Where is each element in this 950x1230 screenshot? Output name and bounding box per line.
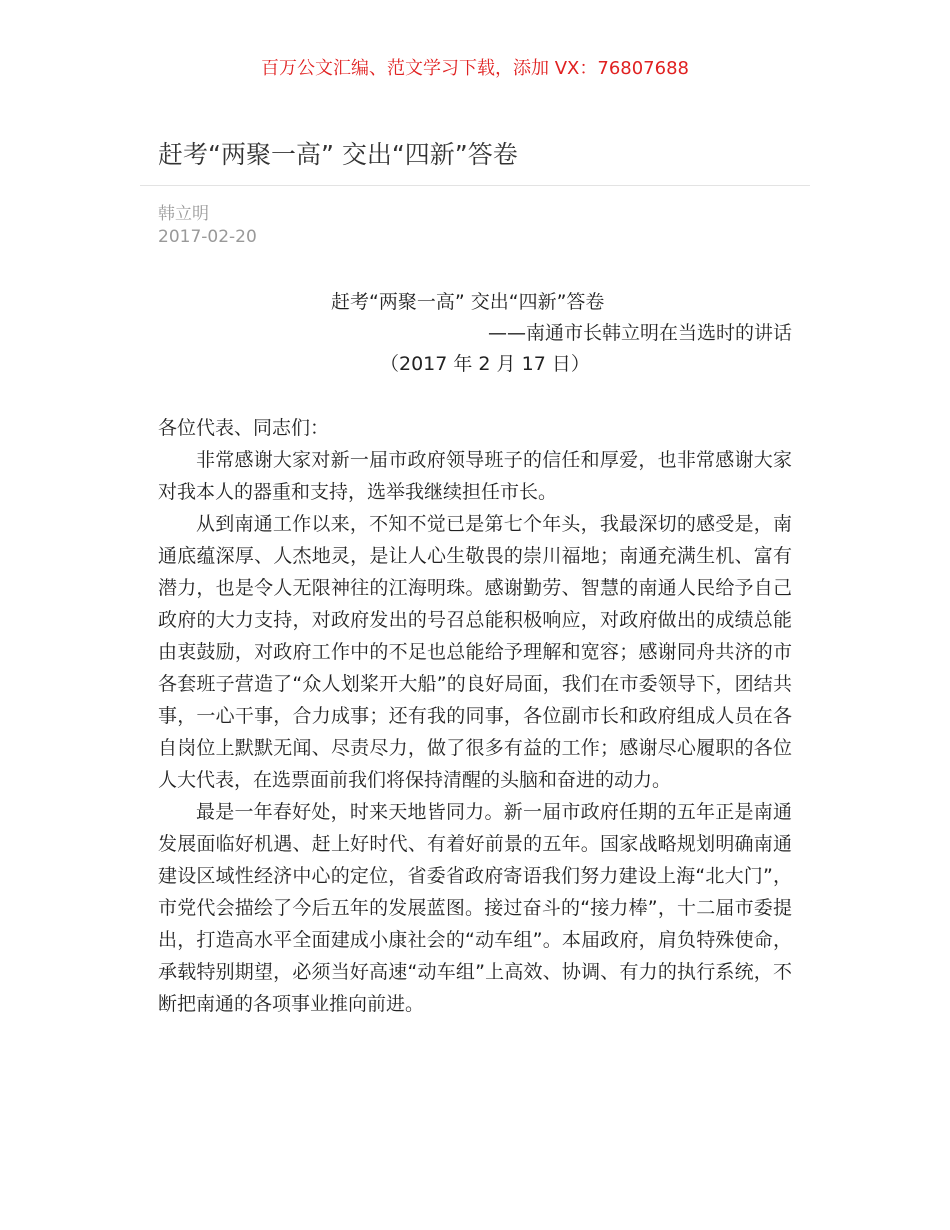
speech-title: 赶考“两聚一高” 交出“四新”答卷 xyxy=(331,291,605,313)
salutation: 各位代表、同志们： xyxy=(158,417,330,439)
speech-body xyxy=(158,412,792,1020)
article-title: 赶考“两聚一高” 交出“四新”答卷 xyxy=(158,140,518,169)
speech-subtitle: ——南通市长韩立明在当选时的讲话 xyxy=(487,322,792,344)
paragraph-3: 最是一年春好处，时来天地皆同力。新一届市政府任期的五年正是南通发展面临好机遇、赶上好时代、有着好前景的五年。国家战略规划明确南通建设区域性经济中心的定位，省委省政府寄语我们努力建设上海“北大门”，市党代会描绘了今后五年的发展蓝图。接过奋斗的“接力棒”，十二届市委提出，打造高水平全面建成小康社会的“动车组”。本届政府，肩负特殊使命，承载特别期望，必须当好高速“动车组”上高效、协调、有力的执行系统，不断把南通的各项事业推向前进。 xyxy=(158,801,792,1015)
title-divider xyxy=(140,185,810,186)
article-date: 2017-02-20 xyxy=(158,227,257,247)
article-meta xyxy=(158,203,257,249)
speech-date: （2017 年 2 月 17 日） xyxy=(380,353,590,375)
promo-banner: 百万公文汇编、范文学习下载，添加 VX：76807688 xyxy=(261,58,689,79)
paragraph-1: 非常感谢大家对新一届市政府领导班子的信任和厚爱，也非常感谢大家对我本人的器重和支持，选举我继续担任市长。 xyxy=(158,449,792,503)
speech-heading xyxy=(158,287,792,380)
article-author: 韩立明 xyxy=(158,204,209,224)
paragraph-2: 从到南通工作以来，不知不觉已是第七个年头，我最深切的感受是，南通底蕴深厚、人杰地灵，是让人心生敬畏的崇川福地；南通充满生机、富有潜力，也是令人无限神往的江海明珠。感谢勤劳、智慧的南通人民给予自己政府的大力支持，对政府发出的号召总能积极响应，对政府做出的成绩总能由衷鼓励，对政府工作中的不足也总能给予理解和宽容；感谢同舟共济的市各套班子营造了“众人划桨开大船”的良好局面，我们在市委领导下，团结共事，一心干事，合力成事；还有我的同事，各位副市长和政府组成人员在各自岗位上默默无闻、尽责尽力，做了很多有益的工作；感谢尽心履职的各位人大代表，在选票面前我们将保持清醒的头脑和奋进的动力。 xyxy=(158,513,792,791)
